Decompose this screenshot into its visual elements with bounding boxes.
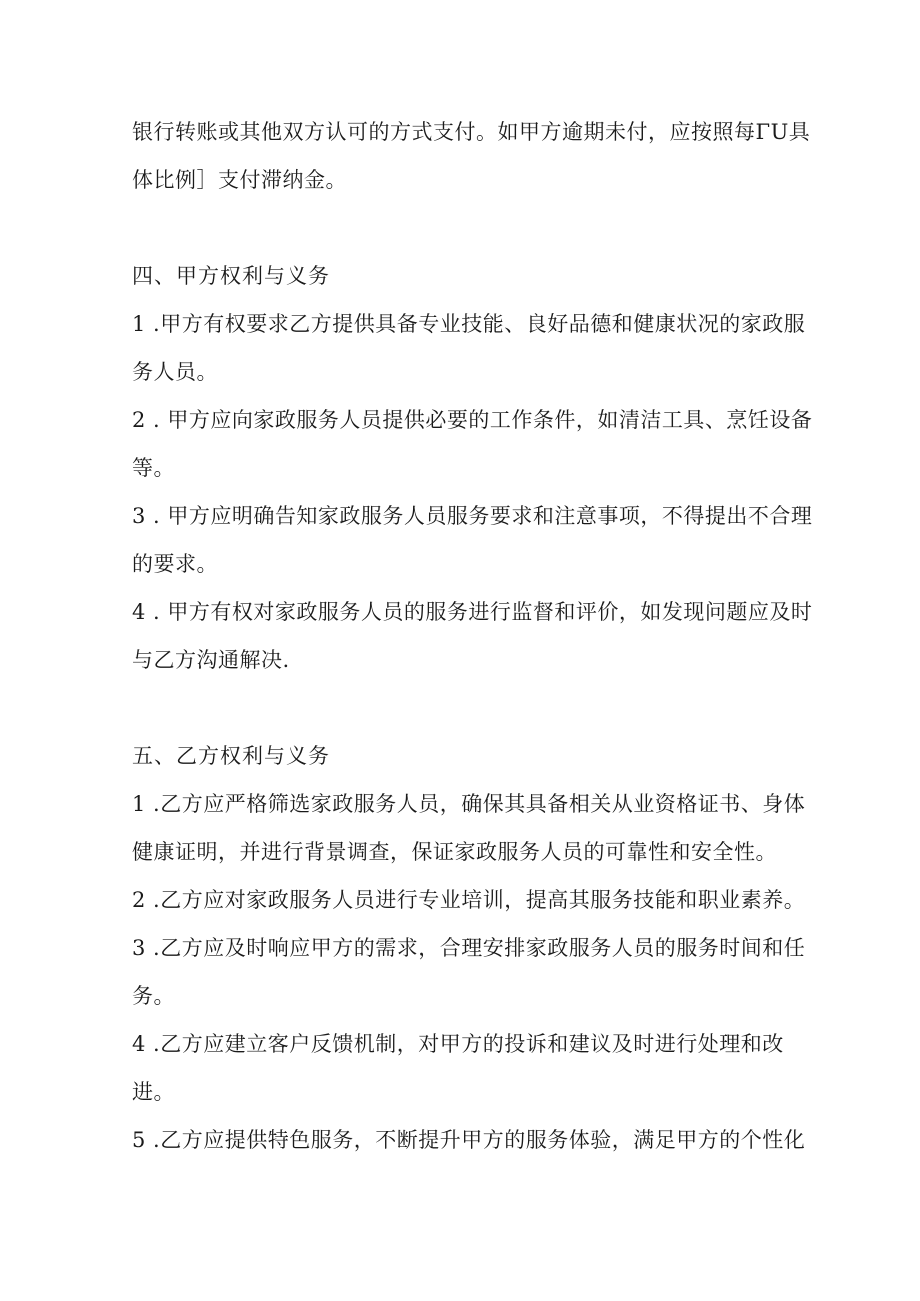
section-4-heading: 四、甲方权利与义务 (132, 264, 330, 288)
section-4-item-1-line-2: 务人员。 (132, 360, 218, 384)
intro-line-2: 体比例］支付滞纳金。 (132, 168, 347, 192)
section-4-item-4-line-1: 4 . 甲方有权对家政服务人员的服务进行监督和评价，如发现问题应及时 (132, 600, 813, 624)
section-5-item-4-line-1: 4 .乙方应建立客户反馈机制，对甲方的投诉和建议及时进行处理和改 (132, 1032, 784, 1056)
section-5-item-3-line-2: 务。 (132, 984, 175, 1008)
intro-line-1: 银行转账或其他双方认可的方式支付。如甲方逾期未付，应按照每ΓU具 (132, 120, 811, 144)
section-4-item-2-line-2: 等。 (132, 456, 175, 480)
section-5-heading: 五、乙方权利与义务 (132, 744, 330, 768)
section-5-item-1-line-2: 健康证明，并进行背景调查，保证家政服务人员的可靠性和安全性。 (132, 840, 777, 864)
section-4-item-3-line-2: 的要求。 (132, 552, 218, 576)
section-4-item-1-line-1: 1 .甲方有权要求乙方提供具备专业技能、良好品德和健康状况的家政服 (132, 312, 806, 336)
section-4-item-2-line-1: 2 . 甲方应向家政服务人员提供必要的工作条件，如清洁工具、烹饪设备 (132, 408, 813, 432)
section-5-item-5-line-1: 5 .乙方应提供特色服务，不断提升甲方的服务体验，满足甲方的个性化 (132, 1128, 806, 1152)
section-4-item-3-line-1: 3 . 甲方应明确告知家政服务人员服务要求和注意事项，不得提出不合理 (132, 504, 813, 528)
section-5-item-1-line-1: 1 .乙方应严格筛选家政服务人员，确保其具备相关从业资格证书、身体 (132, 792, 806, 816)
section-5-item-3-line-1: 3 .乙方应及时响应甲方的需求，合理安排家政服务人员的服务时间和任 (132, 936, 806, 960)
section-5-item-4-line-2: 进。 (132, 1080, 175, 1104)
section-5-item-2-line-1: 2 .乙方应对家政服务人员进行专业培训，提高其服务技能和职业素养。 (132, 888, 806, 912)
section-4-item-4-line-2: 与乙方沟通解决. (132, 648, 290, 672)
